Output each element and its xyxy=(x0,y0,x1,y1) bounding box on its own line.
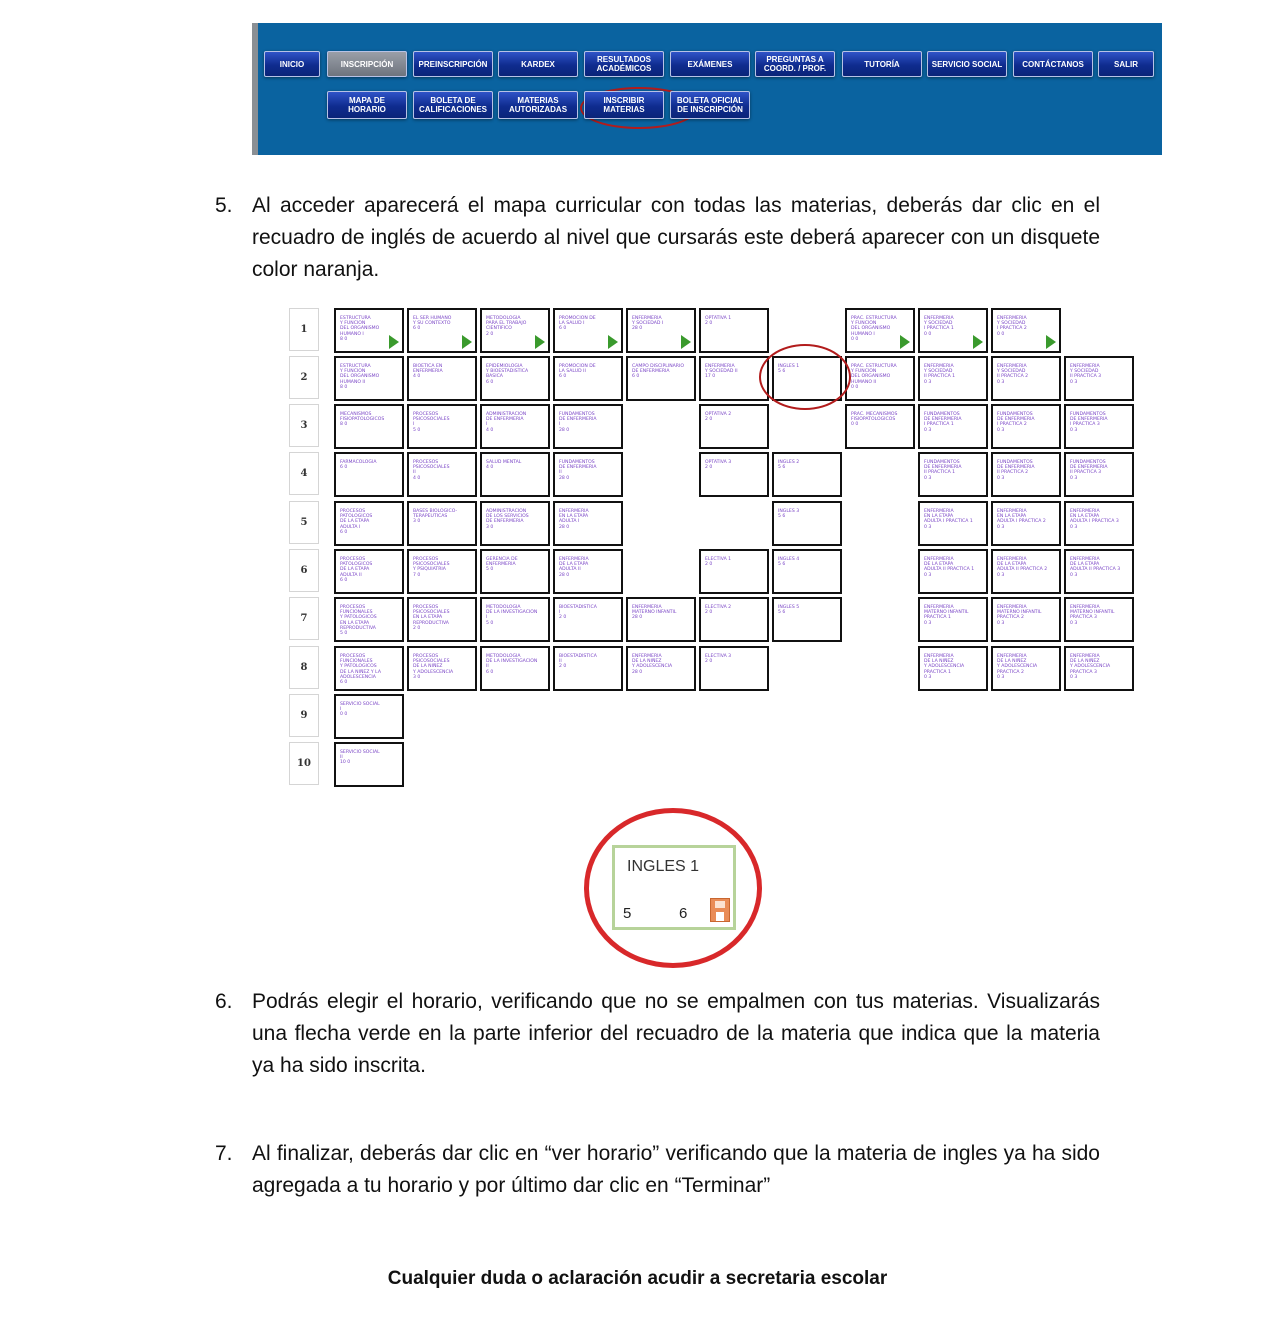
course-cell[interactable] xyxy=(407,549,477,594)
nav-button-label: INSCRIPCIÓN xyxy=(340,59,394,69)
course-cell-text: FUNDAMENTOS DE ENFERMERIA II 28 0 xyxy=(559,460,597,481)
course-cell[interactable] xyxy=(407,597,477,642)
course-cell[interactable] xyxy=(991,549,1061,594)
course-cell-text: ELECTIVA 3 2 0 xyxy=(705,654,732,665)
green-arrow-icon xyxy=(608,335,618,349)
nav-button-label: PREGUNTAS A COORD. / PROF. xyxy=(763,55,827,73)
footer-note: Cualquier duda o aclaración acudir a secretaria escolar xyxy=(387,1268,888,1289)
course-cell[interactable] xyxy=(334,452,404,497)
course-cell-text: PROMOCION DE LA SALUD I 6 0 xyxy=(559,316,596,332)
course-cell[interactable] xyxy=(918,549,988,594)
course-cell-text: ADMINISTRACION DE ENFERMERIA I 4 0 xyxy=(486,412,527,433)
course-cell-text: ELECTIVA 2 2 0 xyxy=(705,605,732,616)
course-value-a: 5 xyxy=(623,905,632,922)
course-cell-text: ENFERMERIA Y SOCIEDAD II 17 0 xyxy=(705,364,738,380)
course-cell-text: SALUD MENTAL 4 0 xyxy=(486,460,522,471)
course-cell-text: INGLES 3 5 6 xyxy=(778,509,800,520)
course-cell[interactable] xyxy=(845,308,915,353)
nav-button-6[interactable] xyxy=(670,51,750,77)
course-cell-text: PROCESOS PATOLOGICOS DE LA ETAPA ADULTA I 6 0 xyxy=(340,509,373,535)
course-cell[interactable] xyxy=(334,694,404,739)
course-cell[interactable] xyxy=(553,308,623,353)
semester-label: 7 xyxy=(289,597,319,640)
course-cell-text: PROMOCION DE LA SALUD II 6 0 xyxy=(559,364,596,380)
course-cell-text: PROCESOS PATOLOGICOS DE LA ETAPA ADULTA II 6 0 xyxy=(340,557,373,583)
nav-button-8[interactable] xyxy=(842,51,922,77)
course-cell-text: PRAC. ESTRUCTURA Y FUNCION DEL ORGANISMO HUMANO II 0 0 xyxy=(851,364,897,390)
course-cell[interactable] xyxy=(553,501,623,546)
nav-button-label: CONTÁCTANOS xyxy=(1022,59,1084,69)
course-cell[interactable] xyxy=(699,646,769,691)
course-cell-text: ENFERMERIA Y SOCIEDAD I PRACTICA 1 0 0 xyxy=(924,316,954,337)
course-cell[interactable] xyxy=(991,646,1061,691)
course-cell[interactable] xyxy=(334,501,404,546)
course-cell-text: ENFERMERIA MATERNO INFANTIL PRACTICA 2 0 3 xyxy=(997,605,1042,626)
course-cell-text: GERENCIA DE ENFERMERIA 5 0 xyxy=(486,557,518,573)
subnav-button-5[interactable] xyxy=(670,91,750,119)
course-cell[interactable] xyxy=(626,308,696,353)
step-number: 7. xyxy=(215,1142,233,1165)
course-cell-text: ENFERMERIA DE LA NIÑEZ Y ADOLESCENCIA PRACTICA 1 0 3 xyxy=(924,654,965,680)
subnav-button-label: MATERIAS AUTORIZADAS xyxy=(508,96,568,114)
course-cell-text: INGLES 5 5 6 xyxy=(778,605,800,616)
semester-label: 4 xyxy=(289,452,319,495)
course-cell-text: FUNDAMENTOS DE ENFERMERIA I PRACTICA 3 0 3 xyxy=(1070,412,1108,433)
course-cell[interactable] xyxy=(334,404,404,449)
step-6 xyxy=(215,986,1100,1082)
course-cell[interactable] xyxy=(772,597,842,642)
course-cell-text: ESTRUCTURA Y FUNCION DEL ORGANISMO HUMANO II 8 0 xyxy=(340,364,380,390)
course-cell-text: PROCESOS PSICOSOCIALES I 5 0 xyxy=(413,412,450,433)
course-cell-text: PROCESOS PSICOSOCIALES EN LA ETAPA REPRODUCTIVA 2 0 xyxy=(413,605,450,631)
nav-button-label: KARDEX xyxy=(521,59,555,69)
course-cell-text: ENFERMERIA DE LA ETAPA ADULTA II 28 0 xyxy=(559,557,589,578)
nav-button-label: SALIR xyxy=(1114,59,1138,69)
ingles-1-card[interactable] xyxy=(612,845,736,930)
course-cell[interactable] xyxy=(845,404,915,449)
course-cell-text: BASES BIOLOGICO- TERAPEUTICAS 3 0 xyxy=(413,509,458,525)
course-cell[interactable] xyxy=(1064,597,1134,642)
course-cell-text: ENFERMERIA Y SOCIEDAD II PRACTICA 3 0 3 xyxy=(1070,364,1102,385)
course-cell-text: ENFERMERIA DE LA NIÑEZ Y ADOLESCENCIA PRACTICA 2 0 3 xyxy=(997,654,1038,680)
course-cell-text: ENFERMERIA Y SOCIEDAD II PRACTICA 1 0 3 xyxy=(924,364,956,385)
course-cell[interactable] xyxy=(407,356,477,401)
course-cell[interactable] xyxy=(1064,356,1134,401)
course-cell[interactable] xyxy=(480,356,550,401)
course-cell-text: SERVICIO SOCIAL II 10 0 xyxy=(340,750,380,766)
semester-label: 1 xyxy=(289,308,319,351)
floppy-disk-icon[interactable] xyxy=(710,898,730,922)
course-cell-text: SERVICIO SOCIAL I 0 0 xyxy=(340,702,380,718)
course-cell-text: EL SER HUMANO Y SU CONTEXTO 6 0 xyxy=(413,316,452,332)
curriculum-map xyxy=(289,306,1139,791)
course-cell-text: INGLES 1 5 6 xyxy=(778,364,800,375)
course-cell-text: ELECTIVA 1 2 0 xyxy=(705,557,732,568)
subnav-button-4[interactable] xyxy=(584,91,664,119)
green-arrow-icon xyxy=(462,335,472,349)
course-cell[interactable] xyxy=(553,404,623,449)
course-cell-text: ENFERMERIA MATERNO INFANTIL PRACTICA 1 0 3 xyxy=(924,605,969,626)
course-cell-text: PROCESOS PSICOSOCIALES Y PSIQUIATRIA 7 0 xyxy=(413,557,450,578)
semester-label: 6 xyxy=(289,549,319,592)
course-cell[interactable] xyxy=(480,404,550,449)
course-cell-text: BIOESTADISTICA II 2 0 xyxy=(559,654,597,670)
course-cell-text: BIOETICA EN ENFERMERIA 4 0 xyxy=(413,364,443,380)
course-cell[interactable] xyxy=(699,597,769,642)
course-cell[interactable] xyxy=(407,308,477,353)
course-cell[interactable] xyxy=(407,452,477,497)
step-number: 5. xyxy=(215,194,233,217)
course-cell-text: ENFERMERIA Y SOCIEDAD I 28 0 xyxy=(632,316,664,332)
course-cell[interactable] xyxy=(480,646,550,691)
course-cell-text: INGLES 4 5 6 xyxy=(778,557,800,568)
step-number: 6. xyxy=(215,990,233,1013)
menu-screenshot xyxy=(252,23,1162,155)
nav-button-label: TUTORÍA xyxy=(864,59,900,69)
course-cell-text: MECANISMOS FISIOPATOLOGICOS 8 0 xyxy=(340,412,385,428)
course-cell[interactable] xyxy=(991,308,1061,353)
course-cell[interactable] xyxy=(553,452,623,497)
course-cell-text: PRAC. MECANISMOS FISIOPATOLOGICOS 0 0 xyxy=(851,412,898,428)
course-cell[interactable] xyxy=(334,308,404,353)
course-cell-text: ENFERMERIA DE LA ETAPA ADULTA II PRACTICA 2 0 3 xyxy=(997,557,1048,578)
course-cell[interactable] xyxy=(626,646,696,691)
course-cell-text: METODOLOGIA DE LA INVESTIGACION II 6 0 xyxy=(486,654,538,675)
course-cell[interactable] xyxy=(334,356,404,401)
course-cell[interactable] xyxy=(918,452,988,497)
course-cell-text: ENFERMERIA DE LA NIÑEZ Y ADOLESCENCIA PRACTICA 3 0 3 xyxy=(1070,654,1111,680)
step-7 xyxy=(215,1138,1100,1202)
course-cell[interactable] xyxy=(480,501,550,546)
nav-button-9[interactable] xyxy=(927,51,1007,77)
course-cell[interactable] xyxy=(772,501,842,546)
semester-label: 10 xyxy=(289,742,319,785)
course-cell[interactable] xyxy=(1064,501,1134,546)
course-cell[interactable] xyxy=(1064,549,1134,594)
nav-button-label: PREINSCRIPCIÓN xyxy=(418,59,488,69)
course-cell-text: ENFERMERIA EN LA ETAPA ADULTA I PRACTICA 2 0 3 xyxy=(997,509,1046,530)
course-cell-text: ENFERMERIA DE LA NIÑEZ Y ADOLESCENCIA 28 0 xyxy=(632,654,673,675)
semester-label: 9 xyxy=(289,694,319,737)
subnav-button-2[interactable] xyxy=(413,91,493,119)
course-cell[interactable] xyxy=(991,404,1061,449)
nav-button-7[interactable] xyxy=(755,51,835,77)
subnav-button-label: BOLETA DE CALIFICACIONES xyxy=(419,96,487,114)
course-cell-text: FUNDAMENTOS DE ENFERMERIA II PRACTICA 1 0 3 xyxy=(924,460,962,481)
course-cell[interactable] xyxy=(918,501,988,546)
course-cell[interactable] xyxy=(918,646,988,691)
green-arrow-icon xyxy=(1046,335,1056,349)
course-name: INGLES 1 xyxy=(627,858,700,875)
subnav-button-label: MAPA DE HORARIO xyxy=(348,96,386,114)
green-arrow-icon xyxy=(900,335,910,349)
course-cell[interactable] xyxy=(772,549,842,594)
course-cell[interactable] xyxy=(1064,404,1134,449)
subnav-button-label: INSCRIBIR MATERIAS xyxy=(603,96,645,114)
course-cell-text: PROCESOS FUNCIONALES Y PATOLOGICOS EN LA ETAPA REPRODUCTIVA 5 0 xyxy=(340,605,377,637)
course-value-b: 6 xyxy=(679,905,688,922)
course-cell[interactable] xyxy=(334,549,404,594)
course-cell-text: ENFERMERIA DE LA ETAPA ADULTA II PRACTICA 1 0 3 xyxy=(924,557,975,578)
highlight-circle xyxy=(759,344,851,410)
course-cell[interactable] xyxy=(334,646,404,691)
course-cell-text: OPTATIVA 3 2 0 xyxy=(705,460,732,471)
semester-label: 2 xyxy=(289,356,319,399)
green-arrow-icon xyxy=(535,335,545,349)
course-cell[interactable] xyxy=(991,597,1061,642)
course-cell[interactable] xyxy=(918,356,988,401)
course-cell[interactable] xyxy=(553,356,623,401)
course-cell[interactable] xyxy=(334,742,404,787)
course-cell[interactable] xyxy=(1064,452,1134,497)
nav-button-label: SERVICIO SOCIAL xyxy=(931,59,1003,69)
course-cell-text: FUNDAMENTOS DE ENFERMERIA I 28 0 xyxy=(559,412,597,433)
course-cell[interactable] xyxy=(918,597,988,642)
course-cell-text: FUNDAMENTOS DE ENFERMERIA I PRACTICA 2 0 3 xyxy=(997,412,1035,433)
course-cell-text: ADMINISTRACION DE LOS SERVICIOS DE ENFERMERIA 3 0 xyxy=(486,509,529,530)
course-cell[interactable] xyxy=(845,356,915,401)
nav-button-10[interactable] xyxy=(1013,51,1093,77)
course-cell[interactable] xyxy=(407,404,477,449)
course-cell-text: PROCESOS PSICOSOCIALES DE LA NIÑEZ Y ADOLESCENCIA 3 0 xyxy=(413,654,454,680)
course-cell-text: ENFERMERIA EN LA ETAPA ADULTA I PRACTICA 3 0 3 xyxy=(1070,509,1119,530)
nav-button-1[interactable] xyxy=(264,51,320,77)
semester-label: 8 xyxy=(289,646,319,689)
course-cell-text: ENFERMERIA EN LA ETAPA ADULTA I PRACTICA 1 0 3 xyxy=(924,509,973,530)
course-cell[interactable] xyxy=(334,597,404,642)
course-cell[interactable] xyxy=(553,597,623,642)
course-cell[interactable] xyxy=(699,452,769,497)
course-cell-text: METODOLOGIA PARA EL TRABAJO CIENTIFICO 2 0 xyxy=(486,316,527,337)
course-cell-text: FUNDAMENTOS DE ENFERMERIA I PRACTICA 1 0 3 xyxy=(924,412,962,433)
course-cell-text: ESTRUCTURA Y FUNCION DEL ORGANISMO HUMANO I 8 0 xyxy=(340,316,380,342)
course-cell[interactable] xyxy=(480,308,550,353)
course-cell-text: PROCESOS FUNCIONALES Y PATOLOGICOS DE LA NIÑEZ Y LA ADOLESCENCIA 6 0 xyxy=(340,654,381,686)
green-arrow-icon xyxy=(973,335,983,349)
course-cell-text: ENFERMERIA DE LA ETAPA ADULTA II PRACTICA 3 0 3 xyxy=(1070,557,1121,578)
course-cell-text: CAMPO DISCIPLINARIO DE ENFERMERIA 6 0 xyxy=(632,364,684,380)
step-text: Podrás elegir el horario, verificando que no se empalmen con tus materias. Visualizarás una flecha verde en la parte inferior del recuadro de la materia que indica que la materia ya ha sido inscrita. xyxy=(252,990,1100,1077)
semester-label: 5 xyxy=(289,501,319,544)
nav-button-4[interactable] xyxy=(498,51,578,77)
step-text: Al acceder aparecerá el mapa curricular con todas las materias, deberás dar clic en el recuadro de inglés de acuerdo al nivel que cursarás este deberá aparecer con un disquete color naranja. xyxy=(252,194,1100,281)
semester-label: 3 xyxy=(289,404,319,447)
step-text: Al finalizar, deberás dar clic en “ver horario” verificando que la materia de ingles ya ha sido agregada a tu horario y por último dar clic en “Terminar” xyxy=(252,1142,1100,1197)
course-cell[interactable] xyxy=(918,308,988,353)
course-cell[interactable] xyxy=(626,597,696,642)
course-cell[interactable] xyxy=(991,356,1061,401)
course-cell[interactable] xyxy=(407,501,477,546)
green-arrow-icon xyxy=(389,335,399,349)
course-cell[interactable] xyxy=(553,549,623,594)
course-cell-text: PRAC. ESTRUCTURA Y FUNCION DEL ORGANISMO HUMANO I 0 0 xyxy=(851,316,897,342)
course-cell-text: OPTATIVA 1 2 0 xyxy=(705,316,732,327)
nav-button-label: INICIO xyxy=(279,59,305,69)
nav-button-label: RESULTADOS ACADÉMICOS xyxy=(596,55,652,73)
step-5 xyxy=(215,190,1100,286)
course-cell[interactable] xyxy=(991,452,1061,497)
course-cell-text: PROCESOS PSICOSOCIALES II 4 0 xyxy=(413,460,450,481)
nav-button-5[interactable] xyxy=(584,51,664,77)
course-cell-text: ENFERMERIA MATERNO INFANTIL PRACTICA 3 0 3 xyxy=(1070,605,1115,626)
nav-button-3[interactable] xyxy=(413,51,493,77)
course-cell[interactable] xyxy=(699,308,769,353)
course-cell[interactable] xyxy=(407,646,477,691)
course-cell[interactable] xyxy=(480,597,550,642)
subnav-button-label: BOLETA OFICIAL DE INSCRIPCIÓN xyxy=(676,96,744,114)
course-cell-text: EPIDEMIOLOGIA Y BIOESTADISTICA BASICA 6 0 xyxy=(486,364,529,385)
course-cell[interactable] xyxy=(699,549,769,594)
course-cell-text: ENFERMERIA Y SOCIEDAD I PRACTICA 2 0 0 xyxy=(997,316,1027,337)
green-arrow-icon xyxy=(681,335,691,349)
course-cell-text: FUNDAMENTOS DE ENFERMERIA II PRACTICA 3 0 3 xyxy=(1070,460,1108,481)
course-cell[interactable] xyxy=(480,452,550,497)
course-cell[interactable] xyxy=(626,356,696,401)
course-cell[interactable] xyxy=(699,404,769,449)
course-cell-text: ENFERMERIA MATERNO INFANTIL 28 0 xyxy=(632,605,677,621)
subnav-button-3[interactable] xyxy=(498,91,578,119)
course-cell[interactable] xyxy=(772,452,842,497)
course-cell-text: FARMACOLOGIA 6 0 xyxy=(340,460,377,471)
nav-button-label: EXÁMENES xyxy=(687,59,733,69)
course-cell[interactable] xyxy=(1064,646,1134,691)
course-cell-text: ENFERMERIA EN LA ETAPA ADULTA I 28 0 xyxy=(559,509,589,530)
subnav-button-1[interactable] xyxy=(327,91,407,119)
course-cell-text: INGLES 2 5 6 xyxy=(778,460,800,471)
course-cell[interactable] xyxy=(991,501,1061,546)
course-cell-text: ENFERMERIA Y SOCIEDAD II PRACTICA 2 0 3 xyxy=(997,364,1029,385)
course-cell[interactable] xyxy=(918,404,988,449)
course-cell[interactable] xyxy=(480,549,550,594)
nav-button-11[interactable] xyxy=(1098,51,1154,77)
nav-button-2[interactable] xyxy=(327,51,407,77)
course-cell-text: METODOLOGIA DE LA INVESTIGACION I 5 0 xyxy=(486,605,538,626)
course-cell[interactable] xyxy=(553,646,623,691)
course-cell-text: FUNDAMENTOS DE ENFERMERIA II PRACTICA 2 0 3 xyxy=(997,460,1035,481)
course-cell-text: OPTATIVA 2 2 0 xyxy=(705,412,732,423)
course-cell-text: BIOESTADISTICA I 2 0 xyxy=(559,605,597,621)
